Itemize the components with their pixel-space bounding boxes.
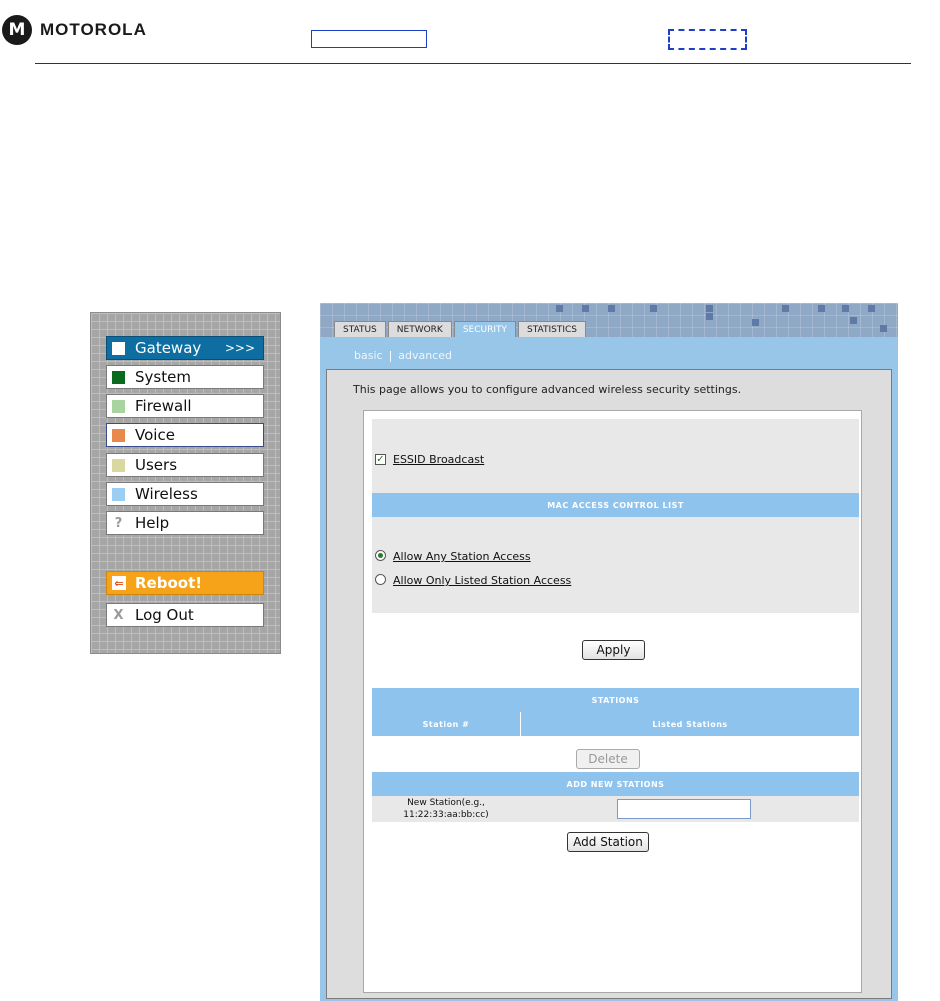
sidebar-item-help[interactable] bbox=[106, 511, 264, 535]
motorola-logo bbox=[2, 15, 147, 45]
help-question-icon: ? bbox=[114, 515, 123, 531]
header-link-box[interactable] bbox=[311, 30, 427, 48]
header-dashed-box[interactable] bbox=[668, 29, 747, 50]
sidebar-item-label: Voice bbox=[135, 426, 175, 444]
subnav bbox=[354, 349, 452, 362]
mac-acl-section bbox=[372, 517, 859, 613]
gateway-swatch-icon bbox=[112, 342, 125, 355]
sidebar-item-voice[interactable] bbox=[106, 423, 264, 447]
tab-statistics[interactable]: STATISTICS bbox=[518, 321, 586, 337]
stations-header: STATIONS bbox=[372, 688, 859, 712]
allow-listed-label: Allow Only Listed Station Access bbox=[393, 574, 572, 587]
listed-stations-column: Listed Stations bbox=[652, 719, 728, 729]
logo-text: MOTOROLA bbox=[40, 20, 147, 39]
voice-swatch-icon bbox=[112, 429, 125, 442]
tab-security[interactable]: SECURITY bbox=[454, 321, 516, 337]
motorola-batwing-icon: M bbox=[2, 15, 32, 45]
allow-listed-radio[interactable] bbox=[375, 574, 386, 585]
sidebar-item-reboot[interactable] bbox=[106, 571, 264, 595]
subnav-advanced[interactable]: advanced bbox=[398, 349, 453, 362]
sidebar-item-label: Gateway bbox=[135, 339, 202, 357]
apply-button[interactable]: Apply bbox=[582, 640, 645, 660]
sidebar-item-label: Help bbox=[135, 514, 170, 532]
sidebar-item-system[interactable] bbox=[106, 365, 264, 389]
essid-broadcast-label: ESSID Broadcast bbox=[393, 453, 485, 466]
tab-status[interactable]: STATUS bbox=[334, 321, 386, 337]
sidebar-item-label: Users bbox=[135, 456, 178, 474]
firewall-swatch-icon bbox=[112, 400, 125, 413]
new-station-input[interactable] bbox=[617, 799, 751, 819]
subnav-basic[interactable]: basic bbox=[354, 349, 383, 362]
allow-any-label: Allow Any Station Access bbox=[393, 550, 531, 563]
new-station-row bbox=[372, 796, 859, 822]
stations-table-header bbox=[372, 712, 859, 736]
page-description: This page allows you to configure advanced wireless security settings. bbox=[353, 383, 742, 396]
expand-arrow-icon: >>> bbox=[224, 341, 255, 355]
users-swatch-icon bbox=[112, 459, 125, 472]
sidebar-item-label: Wireless bbox=[135, 485, 198, 503]
top-tabs bbox=[334, 321, 586, 337]
system-swatch-icon bbox=[112, 371, 125, 384]
essid-broadcast-checkbox[interactable]: ✓ bbox=[376, 454, 385, 465]
add-station-button[interactable]: Add Station bbox=[567, 832, 649, 852]
new-station-label: New Station(e.g., 11:22:33:aa:bb:cc) bbox=[403, 798, 489, 820]
sidebar-item-label: Log Out bbox=[135, 606, 194, 624]
subnav-separator: | bbox=[388, 349, 393, 362]
sidebar-item-users[interactable] bbox=[106, 453, 264, 477]
add-new-stations-header: ADD NEW STATIONS bbox=[372, 772, 859, 796]
header-rule bbox=[35, 63, 911, 64]
allow-any-radio[interactable] bbox=[375, 550, 386, 561]
station-number-column: Station # bbox=[372, 712, 521, 736]
main-panel bbox=[320, 303, 898, 1001]
logout-x-icon: X bbox=[113, 607, 124, 623]
sidebar-item-gateway[interactable] bbox=[106, 336, 264, 360]
sidebar-item-label: Firewall bbox=[135, 397, 192, 415]
sidebar-item-logout[interactable] bbox=[106, 603, 264, 627]
sidebar-nav bbox=[90, 312, 281, 654]
tab-network[interactable]: NETWORK bbox=[388, 321, 452, 337]
sidebar-item-wireless[interactable] bbox=[106, 482, 264, 506]
delete-button[interactable]: Delete bbox=[576, 749, 640, 769]
mac-acl-header: MAC ACCESS CONTROL LIST bbox=[372, 493, 859, 517]
sidebar-item-label: Reboot! bbox=[135, 574, 203, 592]
sidebar-item-label: System bbox=[135, 368, 191, 386]
reboot-arrow-icon: ⇐ bbox=[112, 576, 126, 590]
content-area bbox=[326, 369, 892, 999]
sidebar-item-firewall[interactable] bbox=[106, 394, 264, 418]
wireless-swatch-icon bbox=[112, 488, 125, 501]
settings-box bbox=[363, 410, 862, 993]
